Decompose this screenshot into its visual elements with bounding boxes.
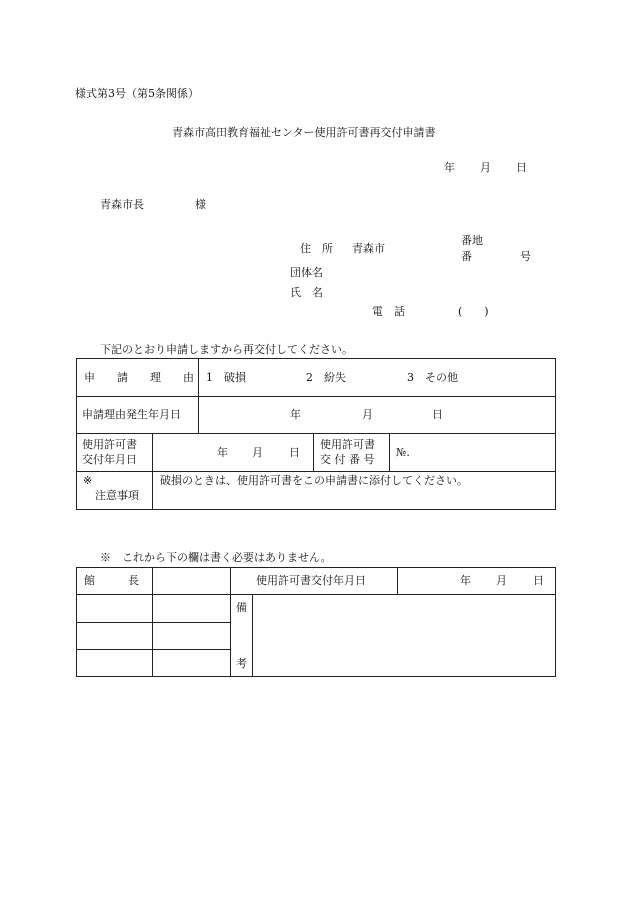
issued-date-month: 月 — [496, 574, 507, 587]
issue-date-day: 日 — [289, 446, 300, 459]
remarks-label-1: 備 — [236, 601, 247, 614]
date-month: 月 — [480, 161, 491, 174]
address-city: 青森市 — [352, 242, 385, 255]
date-day: 日 — [516, 161, 527, 174]
intro-text: 下記のとおり申請しますから再交付してください。 — [100, 343, 353, 356]
phone-label: 電 話 — [372, 305, 405, 318]
issued-date-day: 日 — [533, 574, 544, 587]
permit-no-label-2: 交 付 番 号 — [320, 453, 375, 466]
note-mark: ※ — [83, 474, 93, 487]
permit-no-label-1: 使用許可書 — [320, 438, 375, 451]
group-name-label: 団体名 — [290, 266, 323, 279]
form-number: 様式第3号（第5条関係） — [75, 87, 199, 100]
remarks-label-2: 考 — [236, 657, 247, 670]
reason-date-label: 申請理由発生年月日 — [82, 408, 181, 421]
reason-option-lost: 2 紛失 — [306, 371, 346, 384]
banchi-label: 番地 — [461, 234, 483, 247]
permit-no: №. — [396, 446, 410, 459]
ban-label: 番 — [461, 250, 472, 263]
reason-option-other: 3 その他 — [407, 371, 458, 384]
date-year: 年 — [444, 161, 455, 174]
go-label: 号 — [520, 250, 531, 263]
issue-date-label-2: 交付年月日 — [82, 453, 137, 466]
issued-date-label: 使用許可書交付年月日 — [256, 574, 366, 587]
reason-date-day: 日 — [432, 408, 443, 421]
reason-date-year: 年 — [290, 408, 301, 421]
applicant-name-label: 氏 名 — [290, 286, 323, 299]
note-label: 注意事項 — [95, 489, 139, 502]
director-label: 館 長 — [84, 574, 139, 587]
office-use-note: ※ これから下の欄は書く必要はありません。 — [100, 551, 332, 564]
phone-paren: ( ) — [458, 305, 489, 318]
issue-date-year: 年 — [217, 446, 228, 459]
reason-label: 申 請 理 由 — [84, 371, 194, 384]
reason-option-damage: 1 破損 — [206, 371, 246, 384]
issue-date-month: 月 — [252, 446, 263, 459]
note-text: 破損のときは、使用許可書をこの申請書に添付してください。 — [160, 474, 468, 487]
page-title: 青森市高田教育福祉センター使用許可書再交付申請書 — [172, 126, 436, 139]
addressee-honorific: 様 — [195, 198, 206, 211]
issued-date-year: 年 — [460, 574, 471, 587]
reason-date-month: 月 — [362, 408, 373, 421]
addressee-name: 青森市長 — [100, 198, 144, 211]
address-label: 住 所 — [300, 242, 333, 255]
issue-date-label-1: 使用許可書 — [82, 438, 137, 451]
